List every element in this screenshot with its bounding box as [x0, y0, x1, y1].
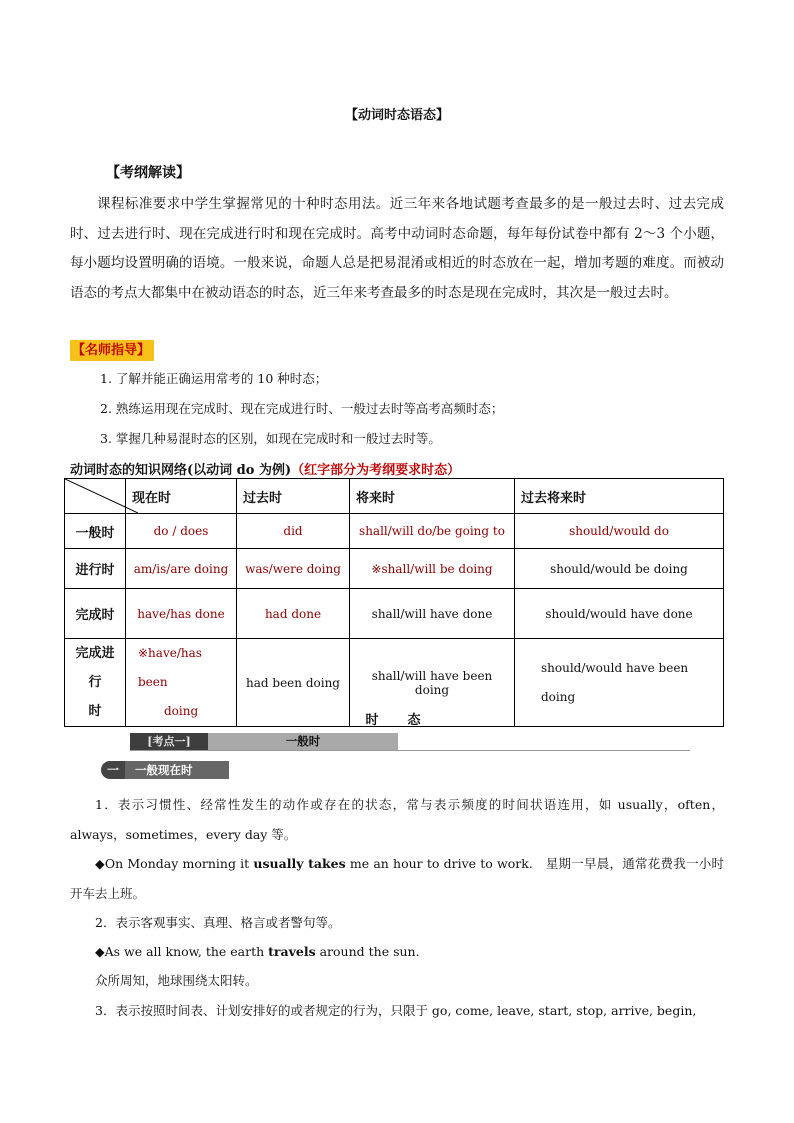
network-title — [70, 459, 460, 478]
example-2-post: around the sun. — [315, 944, 420, 959]
exam-outline-heading: 【考纲解读】 — [106, 165, 190, 181]
row-header-simple: 一般时 — [65, 514, 126, 549]
tip-item-3: 3. 掌握几种易混时态的区别，如现在完成时和一般过去时等。 — [100, 431, 441, 446]
cell-perfect-progressive-past: had been doing — [237, 639, 350, 727]
cell-progressive-future: ※shall/will be doing — [350, 549, 515, 589]
row-header-progressive: 进行时 — [65, 549, 126, 589]
exam-outline-paragraph: 课程标准要求中学生掌握常见的十种时态用法。近三年来各地试题考查最多的是一般过去时、过去完成时、过去进行时、现在完成进行时和现在完成时。高考中动词时态命题，每年每份试卷中都有 2～3 个小题，每小题均设置明确的语境。一般来说，命题人总是把易混淆或相近的时态放在一起，增加考题的难度。而被动语态的考点大都集中在被动语态的时态，近三年来考查最多的时态是现在完成时，其次是一般过去时。 — [70, 196, 724, 301]
kaodian-label: [考点一] — [130, 733, 208, 750]
content-example-1 — [70, 849, 724, 908]
subsection-title: 一般现在时 — [125, 761, 229, 779]
content-example-2-translation: 众所周知，地球围绕太阳转。 — [95, 973, 258, 988]
tense-network-table — [64, 478, 724, 727]
cell-simple-past-future: should/would do — [515, 514, 724, 549]
cell-line-2: doing — [164, 704, 199, 718]
kaodian-underline — [130, 750, 690, 751]
col-header-present: 现在时 — [126, 479, 237, 514]
corner-diagonal-icon — [65, 479, 138, 513]
col-header-past-future: 过去将来时 — [515, 479, 724, 514]
content-point-2: 2．表示客观事实、真理、格言或者警句等。 — [95, 915, 341, 930]
cell-simple-present: do / does — [126, 514, 237, 549]
example-1-bold: usually takes — [253, 856, 346, 871]
col-header-past: 过去时 — [237, 479, 350, 514]
page-title: 【动词时态语态】 — [344, 108, 449, 123]
tip-item-1: 1. 了解并能正确运用常考的 10 种时态； — [100, 371, 328, 386]
section-heading-tense: 时 态 — [365, 713, 429, 728]
row-header-line-1: 完成进行 — [75, 646, 115, 690]
cell-progressive-past: was/were doing — [237, 549, 350, 589]
cell-progressive-present: am/is/are doing — [126, 549, 237, 589]
example-1-post: me an hour to drive to work. 星期一早晨，通常花费我一小时开车去上班。 — [70, 856, 725, 901]
example-2-bold: travels — [268, 944, 316, 959]
row-header-perfect: 完成时 — [65, 589, 126, 639]
network-title-red: （红字部分为考纲要求时态） — [291, 463, 461, 478]
cell-progressive-past-future: should/would be doing — [515, 549, 724, 589]
cell-perfect-future: shall/will have done — [350, 589, 515, 639]
subsection-number: 一 — [101, 761, 125, 779]
cell-perfect-past: had done — [237, 589, 350, 639]
cell-simple-past: did — [237, 514, 350, 549]
kaodian-title: 一般时 — [208, 733, 398, 750]
cell-line-1: should/would have been — [541, 660, 689, 675]
cell-perfect-present: have/has done — [126, 589, 237, 639]
example-2-pre: ◆As we all know, the earth — [95, 944, 269, 959]
cell-line-1: ※have/has been — [138, 646, 202, 689]
content-example-2 — [70, 937, 724, 967]
cell-simple-future: shall/will do/be going to — [350, 514, 515, 549]
table-corner-cell — [65, 479, 126, 514]
col-header-future: 将来时 — [350, 479, 515, 514]
cell-line-2: doing — [541, 689, 576, 704]
row-header-line-2: 时 — [88, 704, 102, 719]
cell-perfect-progressive-future: shall/will have been doing — [350, 639, 515, 727]
example-1-pre: ◆On Monday morning it — [95, 856, 254, 871]
teacher-tips-badge: 【名师指导】 — [70, 340, 154, 361]
tip-item-2: 2. 熟练运用现在完成时、现在完成进行时、一般过去时等高考高频时态； — [100, 401, 504, 416]
content-point-1: 1．表示习惯性、经常性发生的动作或存在的状态，常与表示频度的时间状语连用，如 usually，often，always，sometimes，every day 等。 — [70, 797, 724, 842]
content-point-3: 3．表示按照时间表、计划安排好的或者规定的行为，只限于 go, come, leave, start, stop, arrive, begin, — [95, 1003, 697, 1018]
network-title-main: 动词时态的知识网络(以动词 do 为例) — [70, 463, 292, 478]
cell-perfect-past-future: should/would have done — [515, 589, 724, 639]
